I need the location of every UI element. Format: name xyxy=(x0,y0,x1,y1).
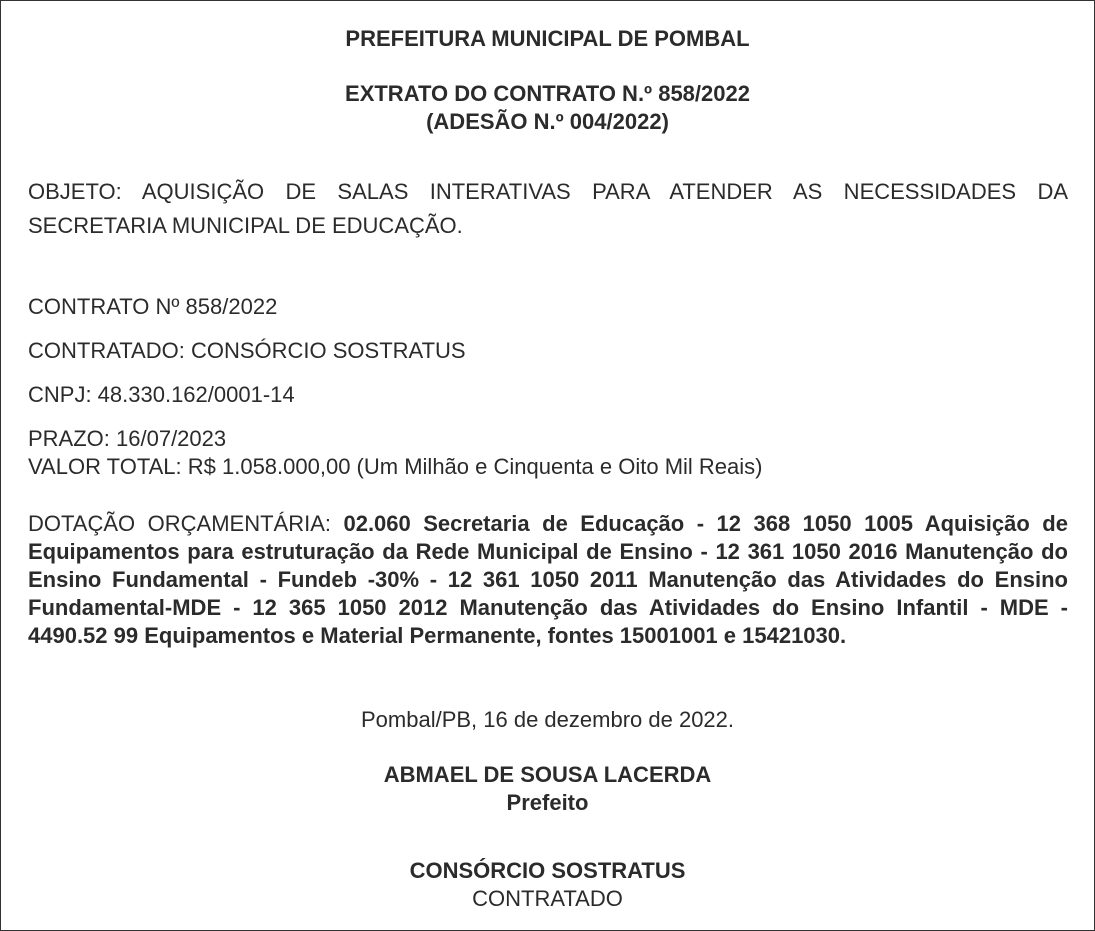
adhesion-number: (ADESÃO N.º 004/2022) xyxy=(426,109,669,134)
contractor-name: CONSÓRCIO SOSTRATUS xyxy=(409,858,686,883)
contractor-line: CONTRATADO: CONSÓRCIO SOSTRATUS xyxy=(28,338,466,363)
signer-role: Prefeito xyxy=(506,790,589,815)
total-value-line: VALOR TOTAL: R$ 1.058.000,00 (Um Milhão e Cinquenta e Oito Mil Reais) xyxy=(28,454,763,479)
contractor-role: CONTRATADO xyxy=(472,886,623,911)
term-line: PRAZO: 16/07/2023 xyxy=(28,426,227,451)
object-paragraph: OBJETO: AQUISIÇÃO DE SALAS INTERATIVAS PARA ATENDER AS NECESSIDADES DA SECRETARIA MUNICIPAL DE EDUCAÇÃO. xyxy=(28,179,1068,238)
place-date: Pombal/PB, 16 de dezembro de 2022. xyxy=(360,707,735,732)
extract-title: EXTRATO DO CONTRATO N.º 858/2022 xyxy=(345,81,750,106)
contract-number: CONTRATO Nº 858/2022 xyxy=(28,294,278,319)
municipality-heading: PREFEITURA MUNICIPAL DE POMBAL xyxy=(345,26,750,51)
budget-allocation-text: 02.060 Secretaria de Educação - 12 368 1050 1005 Aquisição de Equipamentos para estruturação da Rede Municipal de Ensino - 12 361 1050 2016 Manutenção do Ensino Fundamental - Fundeb -30% - 12 361 1050 2011 Manutenção das Atividades do Ensino Fundamental-MDE - 12 365 1050 2012 Manutenção das Atividades do Ensino Infantil - MDE - 4490.52 99 Equipamentos e Material Permanente, fontes 15001001 e 15421030. xyxy=(28,511,1068,648)
budget-allocation-label: DOTAÇÃO ORÇAMENTÁRIA: xyxy=(28,511,344,536)
signer-name: ABMAEL DE SOUSA LACERDA xyxy=(383,762,712,787)
cnpj-line: CNPJ: 48.330.162/0001-14 xyxy=(28,382,295,407)
budget-allocation-paragraph xyxy=(28,510,1068,650)
